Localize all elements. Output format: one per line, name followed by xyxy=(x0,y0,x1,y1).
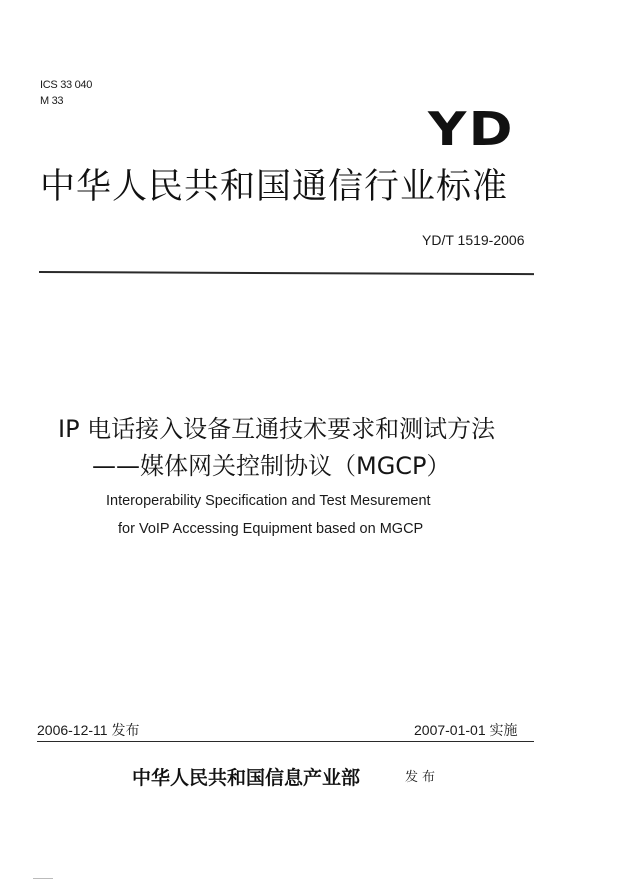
standard-number: YD/T 1519-2006 xyxy=(422,232,525,248)
implementation-date: 2007-01-01 实施 xyxy=(414,722,518,738)
dates-divider xyxy=(37,741,534,742)
ics-code: ICS 33 040 xyxy=(40,79,93,91)
document-title-zh-line1: IP 电话接入设备互通技术要求和测试方法 xyxy=(58,415,496,443)
ccs-code: M 33 xyxy=(40,95,64,107)
standard-category-title: 中华人民共和国通信行业标准 xyxy=(40,167,509,207)
issue-date: 2006-12-11 发布 xyxy=(37,722,140,738)
document-title-zh-line2: ——媒体网关控制协议（MGCP） xyxy=(92,452,451,480)
document-title-en-line1: Interoperability Specification and Test Mesurement xyxy=(106,493,431,509)
yd-logo: YD xyxy=(428,102,515,156)
header-divider xyxy=(39,271,534,275)
publisher-name: 中华人民共和国信息产业部 xyxy=(132,767,361,789)
document-title-en-line2: for VoIP Accessing Equipment based on MGCP xyxy=(118,521,424,537)
scan-artifact xyxy=(33,878,53,879)
publish-label: 发布 xyxy=(405,770,440,785)
